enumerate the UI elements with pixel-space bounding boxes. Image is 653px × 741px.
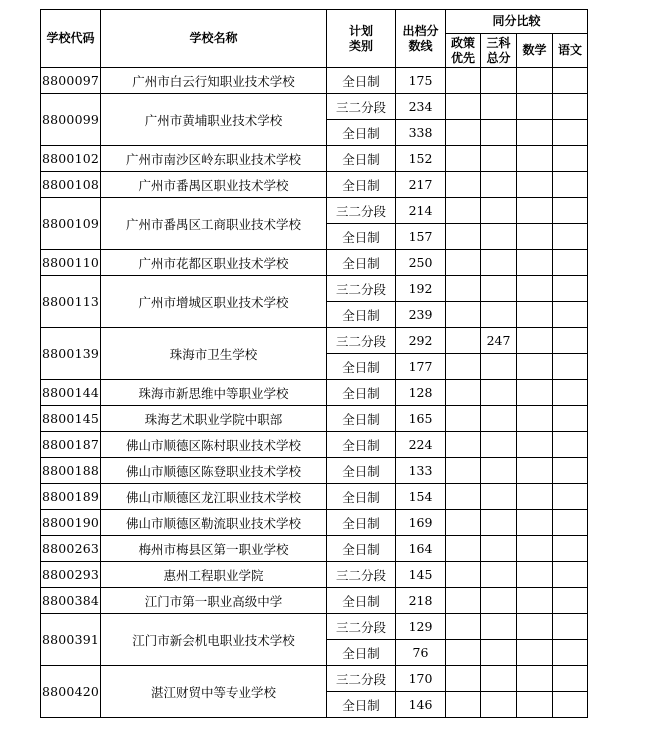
policy-priority-cell <box>446 458 481 484</box>
policy-priority-cell <box>446 640 481 666</box>
school-name-cell: 佛山市顺德区勒流职业技术学校 <box>101 510 327 536</box>
cutoff-score-cell: 169 <box>396 510 446 536</box>
math-cell <box>517 562 553 588</box>
math-cell <box>517 640 553 666</box>
school-name-cell: 广州市番禺区职业技术学校 <box>101 172 327 198</box>
table-row <box>41 250 588 276</box>
plan-type-cell: 全日制 <box>327 146 396 172</box>
table-row <box>41 172 588 198</box>
policy-priority-cell <box>446 276 481 302</box>
three-subject-total-cell <box>481 224 517 250</box>
cutoff-score-cell: 129 <box>396 614 446 640</box>
plan-type-cell: 三二分段 <box>327 562 396 588</box>
school-code-cell: 8800145 <box>41 406 101 432</box>
cutoff-score-cell: 250 <box>396 250 446 276</box>
policy-priority-cell <box>446 666 481 692</box>
plan-type-cell: 全日制 <box>327 692 396 718</box>
table-row <box>41 68 588 94</box>
header-cutoff-score <box>396 10 446 68</box>
admission-score-table <box>40 9 588 718</box>
three-subject-total-cell <box>481 276 517 302</box>
school-code-cell: 8800293 <box>41 562 101 588</box>
header-same-score-compare: 同分比较 <box>446 10 588 34</box>
policy-priority-cell <box>446 692 481 718</box>
header-policy-priority <box>446 34 481 68</box>
plan-type-cell: 三二分段 <box>327 276 396 302</box>
plan-type-cell: 全日制 <box>327 68 396 94</box>
school-code-cell: 8800099 <box>41 94 101 146</box>
chinese-cell <box>553 68 588 94</box>
three-subject-total-cell <box>481 588 517 614</box>
header-cutoff-score-line1: 出档分 <box>402 23 439 38</box>
table-row <box>41 614 588 640</box>
school-name-cell: 珠海市新思维中等职业学校 <box>101 380 327 406</box>
three-subject-total-cell <box>481 68 517 94</box>
chinese-cell <box>553 536 588 562</box>
table-row <box>41 198 588 224</box>
math-cell <box>517 406 553 432</box>
math-cell <box>517 250 553 276</box>
table-row <box>41 588 588 614</box>
school-name-cell: 珠海艺术职业学院中职部 <box>101 406 327 432</box>
policy-priority-cell <box>446 120 481 146</box>
chinese-cell <box>553 380 588 406</box>
three-subject-total-cell: 247 <box>481 328 517 354</box>
math-cell <box>517 536 553 562</box>
chinese-cell <box>553 354 588 380</box>
math-cell <box>517 432 553 458</box>
cutoff-score-cell: 170 <box>396 666 446 692</box>
school-name-cell: 惠州工程职业学院 <box>101 562 327 588</box>
header-plan-type-line1: 计划 <box>348 23 373 38</box>
three-subject-total-cell <box>481 146 517 172</box>
policy-priority-cell <box>446 68 481 94</box>
cutoff-score-cell: 165 <box>396 406 446 432</box>
three-subject-total-cell <box>481 380 517 406</box>
cutoff-score-cell: 292 <box>396 328 446 354</box>
header-policy-line1: 政策 <box>450 35 475 50</box>
policy-priority-cell <box>446 380 481 406</box>
header-cutoff-score-line2: 数线 <box>408 38 433 53</box>
policy-priority-cell <box>446 146 481 172</box>
header-school-name: 学校名称 <box>101 10 327 68</box>
plan-type-cell: 三二分段 <box>327 198 396 224</box>
three-subject-total-cell <box>481 640 517 666</box>
policy-priority-cell <box>446 562 481 588</box>
chinese-cell <box>553 562 588 588</box>
plan-type-cell: 全日制 <box>327 458 396 484</box>
math-cell <box>517 120 553 146</box>
cutoff-score-cell: 192 <box>396 276 446 302</box>
school-code-cell: 8800110 <box>41 250 101 276</box>
school-code-cell: 8800108 <box>41 172 101 198</box>
math-cell <box>517 380 553 406</box>
math-cell <box>517 328 553 354</box>
school-name-cell: 广州市黄埔职业技术学校 <box>101 94 327 146</box>
three-subject-total-cell <box>481 614 517 640</box>
chinese-cell <box>553 432 588 458</box>
chinese-cell <box>553 666 588 692</box>
header-policy-line2: 优先 <box>450 50 475 65</box>
school-name-cell: 佛山市顺德区龙江职业技术学校 <box>101 484 327 510</box>
three-subject-total-cell <box>481 458 517 484</box>
school-code-cell: 8800102 <box>41 146 101 172</box>
chinese-cell <box>553 146 588 172</box>
chinese-cell <box>553 328 588 354</box>
plan-type-cell: 全日制 <box>327 640 396 666</box>
header-three-line1: 三科 <box>486 35 511 50</box>
school-name-cell: 江门市第一职业高级中学 <box>101 588 327 614</box>
school-name-cell: 广州市增城区职业技术学校 <box>101 276 327 328</box>
math-cell <box>517 666 553 692</box>
policy-priority-cell <box>446 588 481 614</box>
chinese-cell <box>553 120 588 146</box>
cutoff-score-cell: 164 <box>396 536 446 562</box>
chinese-cell <box>553 458 588 484</box>
table-row <box>41 94 588 120</box>
policy-priority-cell <box>446 224 481 250</box>
table-row <box>41 510 588 536</box>
cutoff-score-cell: 234 <box>396 94 446 120</box>
policy-priority-cell <box>446 614 481 640</box>
three-subject-total-cell <box>481 562 517 588</box>
three-subject-total-cell <box>481 250 517 276</box>
table-row <box>41 484 588 510</box>
table-header <box>41 10 588 68</box>
school-name-cell: 湛江财贸中等专业学校 <box>101 666 327 718</box>
cutoff-score-cell: 224 <box>396 432 446 458</box>
school-code-cell: 8800420 <box>41 666 101 718</box>
three-subject-total-cell <box>481 120 517 146</box>
plan-type-cell: 三二分段 <box>327 666 396 692</box>
plan-type-cell: 全日制 <box>327 250 396 276</box>
three-subject-total-cell <box>481 302 517 328</box>
math-cell <box>517 198 553 224</box>
chinese-cell <box>553 94 588 120</box>
three-subject-total-cell <box>481 692 517 718</box>
plan-type-cell: 全日制 <box>327 302 396 328</box>
table-row <box>41 666 588 692</box>
chinese-cell <box>553 172 588 198</box>
math-cell <box>517 458 553 484</box>
school-name-cell: 梅州市梅县区第一职业学校 <box>101 536 327 562</box>
school-code-cell: 8800384 <box>41 588 101 614</box>
cutoff-score-cell: 145 <box>396 562 446 588</box>
school-name-cell: 佛山市顺德区陈村职业技术学校 <box>101 432 327 458</box>
math-cell <box>517 224 553 250</box>
cutoff-score-cell: 217 <box>396 172 446 198</box>
table-row <box>41 562 588 588</box>
table-row <box>41 458 588 484</box>
policy-priority-cell <box>446 432 481 458</box>
math-cell <box>517 172 553 198</box>
school-code-cell: 8800097 <box>41 68 101 94</box>
cutoff-score-cell: 175 <box>396 68 446 94</box>
plan-type-cell: 全日制 <box>327 432 396 458</box>
table-row <box>41 536 588 562</box>
three-subject-total-cell <box>481 94 517 120</box>
three-subject-total-cell <box>481 354 517 380</box>
policy-priority-cell <box>446 302 481 328</box>
policy-priority-cell <box>446 406 481 432</box>
cutoff-score-cell: 157 <box>396 224 446 250</box>
policy-priority-cell <box>446 354 481 380</box>
cutoff-score-cell: 133 <box>396 458 446 484</box>
plan-type-cell: 全日制 <box>327 354 396 380</box>
header-three-subject-total <box>481 34 517 68</box>
chinese-cell <box>553 276 588 302</box>
math-cell <box>517 354 553 380</box>
header-school-code: 学校代码 <box>41 10 101 68</box>
chinese-cell <box>553 588 588 614</box>
cutoff-score-cell: 177 <box>396 354 446 380</box>
school-code-cell: 8800187 <box>41 432 101 458</box>
math-cell <box>517 94 553 120</box>
cutoff-score-cell: 239 <box>396 302 446 328</box>
chinese-cell <box>553 250 588 276</box>
math-cell <box>517 68 553 94</box>
chinese-cell <box>553 484 588 510</box>
school-code-cell: 8800263 <box>41 536 101 562</box>
plan-type-cell: 全日制 <box>327 588 396 614</box>
three-subject-total-cell <box>481 510 517 536</box>
policy-priority-cell <box>446 94 481 120</box>
chinese-cell <box>553 302 588 328</box>
plan-type-cell: 全日制 <box>327 406 396 432</box>
plan-type-cell: 三二分段 <box>327 94 396 120</box>
chinese-cell <box>553 224 588 250</box>
table-row <box>41 432 588 458</box>
school-name-cell: 广州市白云行知职业技术学校 <box>101 68 327 94</box>
plan-type-cell: 全日制 <box>327 510 396 536</box>
plan-type-cell: 全日制 <box>327 120 396 146</box>
policy-priority-cell <box>446 328 481 354</box>
header-math: 数学 <box>517 34 553 68</box>
plan-type-cell: 三二分段 <box>327 614 396 640</box>
table-row <box>41 406 588 432</box>
three-subject-total-cell <box>481 432 517 458</box>
school-code-cell: 8800391 <box>41 614 101 666</box>
school-name-cell: 广州市番禺区工商职业技术学校 <box>101 198 327 250</box>
plan-type-cell: 全日制 <box>327 224 396 250</box>
cutoff-score-cell: 338 <box>396 120 446 146</box>
school-name-cell: 珠海市卫生学校 <box>101 328 327 380</box>
three-subject-total-cell <box>481 536 517 562</box>
cutoff-score-cell: 152 <box>396 146 446 172</box>
chinese-cell <box>553 640 588 666</box>
cutoff-score-cell: 76 <box>396 640 446 666</box>
cutoff-score-cell: 128 <box>396 380 446 406</box>
plan-type-cell: 全日制 <box>327 172 396 198</box>
school-code-cell: 8800188 <box>41 458 101 484</box>
math-cell <box>517 588 553 614</box>
cutoff-score-cell: 214 <box>396 198 446 224</box>
policy-priority-cell <box>446 250 481 276</box>
cutoff-score-cell: 146 <box>396 692 446 718</box>
plan-type-cell: 全日制 <box>327 380 396 406</box>
header-plan-type-line2: 类别 <box>348 38 373 53</box>
table-row <box>41 328 588 354</box>
school-name-cell: 江门市新会机电职业技术学校 <box>101 614 327 666</box>
math-cell <box>517 614 553 640</box>
cutoff-score-cell: 218 <box>396 588 446 614</box>
chinese-cell <box>553 510 588 536</box>
policy-priority-cell <box>446 172 481 198</box>
school-code-cell: 8800139 <box>41 328 101 380</box>
math-cell <box>517 510 553 536</box>
three-subject-total-cell <box>481 172 517 198</box>
school-code-cell: 8800109 <box>41 198 101 250</box>
header-plan-type <box>327 10 396 68</box>
school-name-cell: 广州市花都区职业技术学校 <box>101 250 327 276</box>
school-code-cell: 8800113 <box>41 276 101 328</box>
chinese-cell <box>553 198 588 224</box>
math-cell <box>517 692 553 718</box>
math-cell <box>517 484 553 510</box>
table-row <box>41 380 588 406</box>
school-code-cell: 8800144 <box>41 380 101 406</box>
three-subject-total-cell <box>481 484 517 510</box>
plan-type-cell: 全日制 <box>327 484 396 510</box>
chinese-cell <box>553 614 588 640</box>
header-three-line2: 总分 <box>486 50 511 65</box>
policy-priority-cell <box>446 510 481 536</box>
plan-type-cell: 全日制 <box>327 536 396 562</box>
plan-type-cell: 三二分段 <box>327 328 396 354</box>
table-row <box>41 276 588 302</box>
chinese-cell <box>553 406 588 432</box>
table-row <box>41 146 588 172</box>
school-code-cell: 8800189 <box>41 484 101 510</box>
three-subject-total-cell <box>481 406 517 432</box>
three-subject-total-cell <box>481 198 517 224</box>
cutoff-score-cell: 154 <box>396 484 446 510</box>
math-cell <box>517 302 553 328</box>
math-cell <box>517 276 553 302</box>
chinese-cell <box>553 692 588 718</box>
policy-priority-cell <box>446 484 481 510</box>
table-body <box>41 68 588 718</box>
school-name-cell: 广州市南沙区岭东职业技术学校 <box>101 146 327 172</box>
policy-priority-cell <box>446 536 481 562</box>
math-cell <box>517 146 553 172</box>
school-code-cell: 8800190 <box>41 510 101 536</box>
three-subject-total-cell <box>481 666 517 692</box>
policy-priority-cell <box>446 198 481 224</box>
school-name-cell: 佛山市顺德区陈登职业技术学校 <box>101 458 327 484</box>
header-chinese: 语文 <box>553 34 588 68</box>
